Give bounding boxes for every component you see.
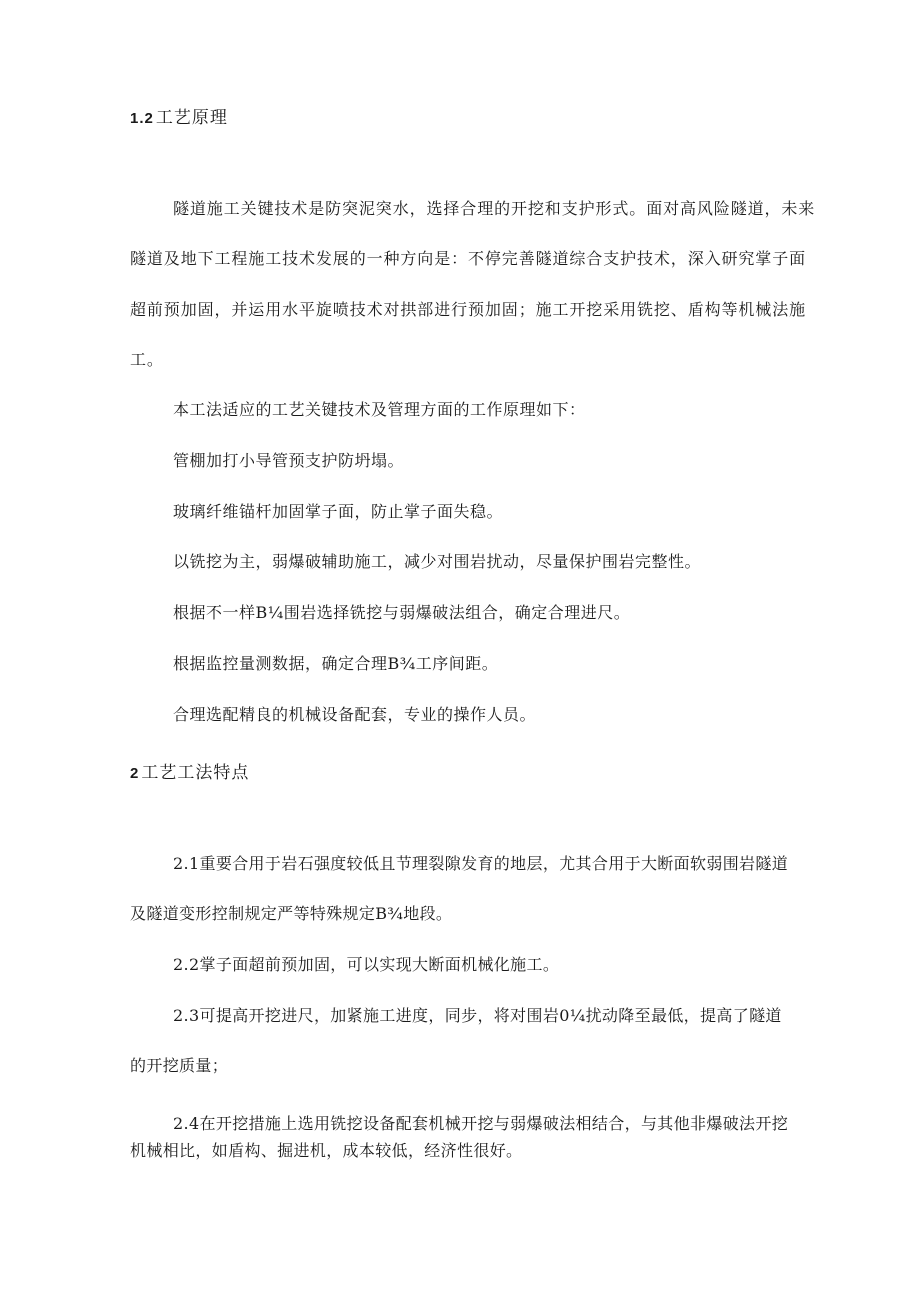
feature-line: 的开挖质量； [130, 1056, 229, 1075]
feature-line: 2.4在开挖措施上选用铣挖设备配套机械开挖与弱爆破法相结合，与其他非爆破法开挖 [173, 1114, 789, 1133]
principle-item: 玻璃纤维锚杆加固掌子面，防止掌子面失稳。 [173, 502, 504, 521]
principle-lead: 本工法适应的工艺关键技术及管理方面的工作原理如下： [173, 400, 586, 419]
section-title: 工艺工法特点 [141, 763, 250, 783]
paragraph-line: 隧道施工关键技术是防突泥突水，选择合理的开挖和支护形式。面对高风险隧道，未来 [173, 199, 816, 218]
paragraph-line: 工。 [130, 350, 164, 369]
section-heading-1-2 [130, 103, 228, 128]
feature-line: 及隧道变形控制规定严等特殊规定B¾地段。 [130, 904, 453, 923]
paragraph-line: 隧道及地下工程施工技术发展的一种方向是：不停完善隧道综合支护技术，深入研究掌子面 [130, 249, 807, 268]
feature-line: 2.1重要合用于岩石强度较低且节理裂隙发育的地层，尤其合用于大断面软弱围岩隧道 [173, 854, 789, 873]
principle-item: 根据监控量测数据，确定合理B¾工序间距。 [173, 654, 499, 673]
section-number: 2 [130, 765, 140, 782]
principle-item: 根据不一样B¼围岩选择铣挖与弱爆破法组合，确定合理进尺。 [173, 603, 631, 622]
feature-line: 机械相比，如盾构、掘进机，成本较低，经济性很好。 [130, 1141, 523, 1160]
feature-line: 2.3可提高开挖进尺，加紧施工进度，同步，将对围岩0¼扰动降至最低，提高了隧道 [173, 1006, 782, 1025]
section-number: 1.2 [130, 110, 154, 127]
principle-item: 以铣挖为主，弱爆破辅助施工，减少对围岩扰动，尽量保护围岩完整性。 [173, 552, 702, 571]
section-heading-2 [130, 758, 249, 783]
principle-item: 合理选配精良的机械设备配套，专业的操作人员。 [173, 705, 537, 724]
principle-item: 管棚加打小导管预支护防坍塌。 [173, 451, 405, 470]
section-title: 工艺原理 [155, 108, 228, 128]
feature-line: 2.2掌子面超前预加固，可以实现大断面机械化施工。 [173, 955, 560, 974]
paragraph-line: 超前预加固，并运用水平旋喷技术对拱部进行预加固；施工开挖采用铣挖、盾构等机械法施 [130, 300, 807, 319]
